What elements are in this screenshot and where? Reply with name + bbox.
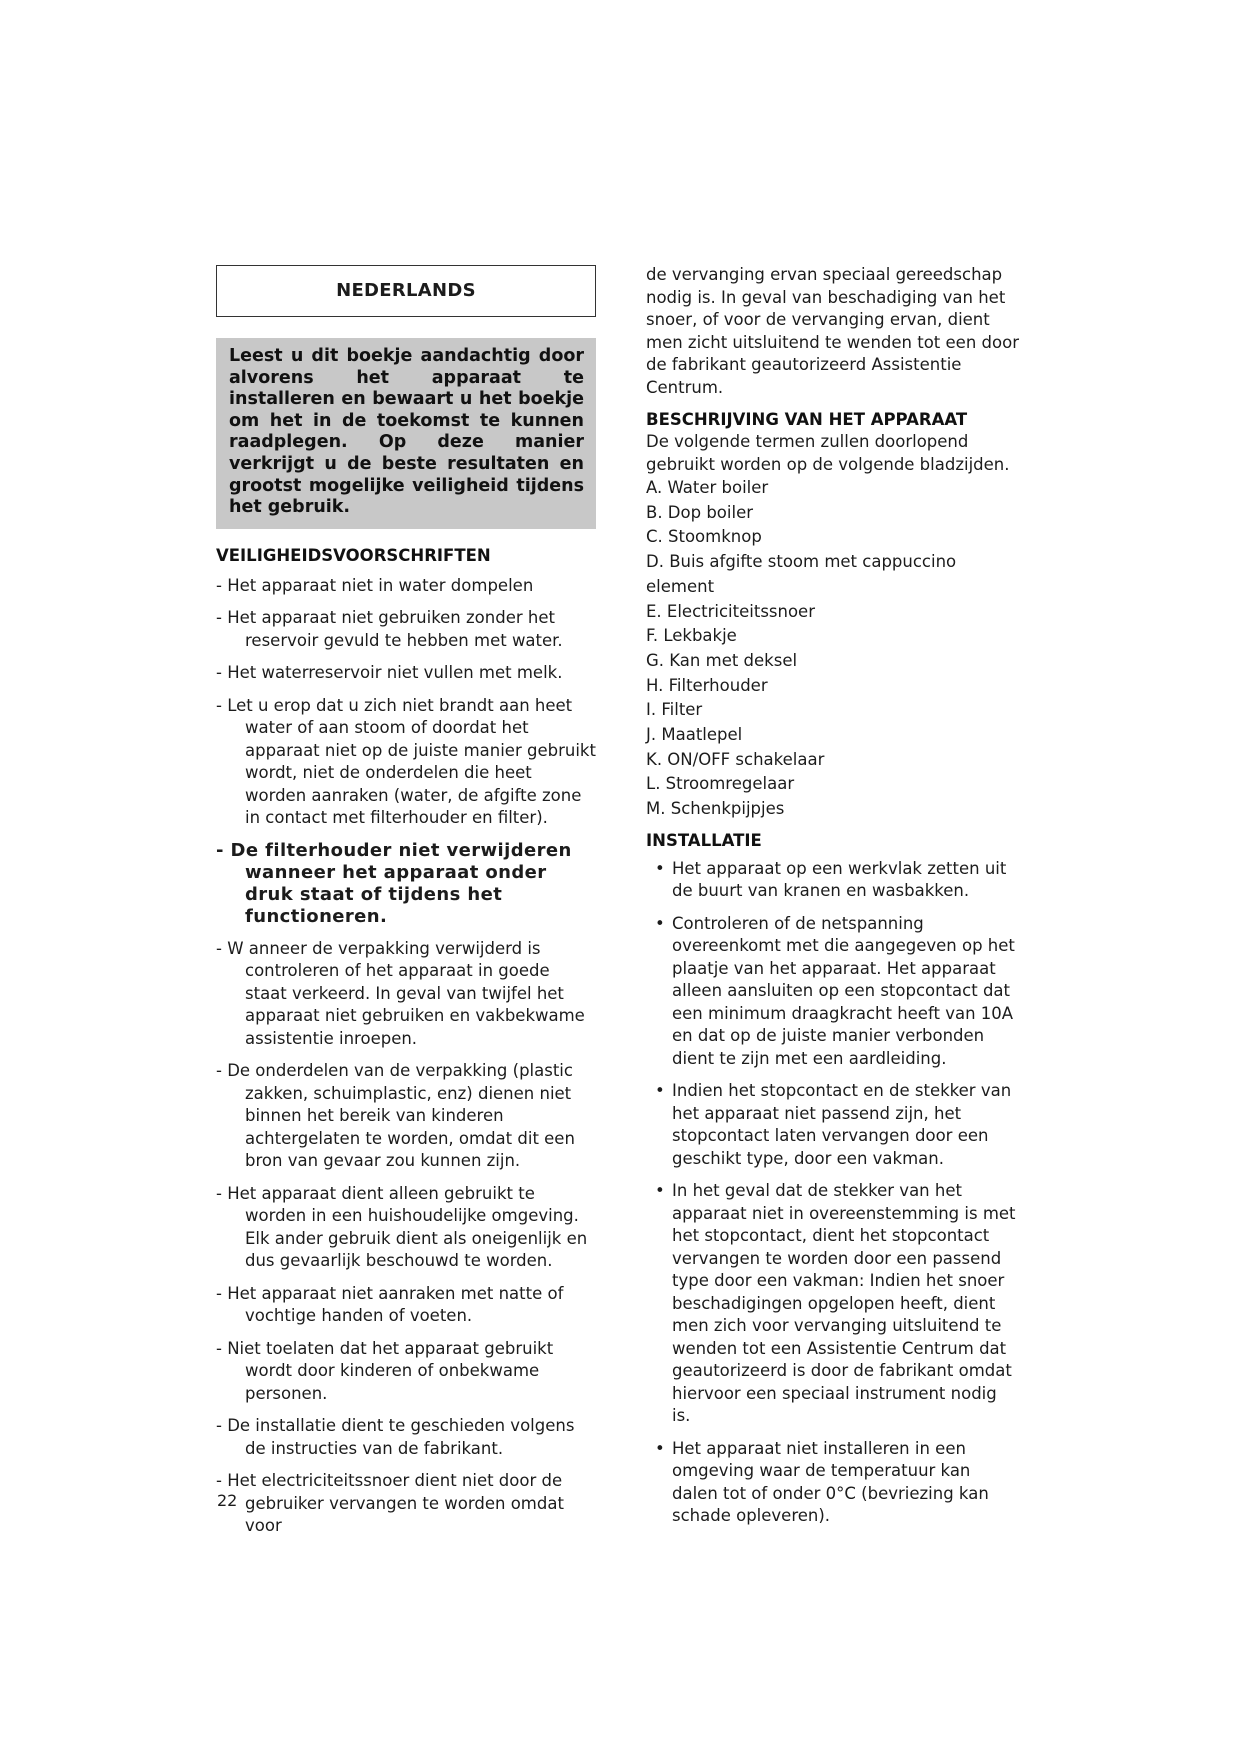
part-item: C. Stoomknop bbox=[646, 527, 762, 547]
safety-list bbox=[216, 575, 596, 1538]
safety-item: - Het apparaat niet in water dompelen bbox=[216, 575, 534, 595]
description-intro: De volgende termen zullen doorlopend gebruikt worden op de volgende bladzijden. bbox=[646, 432, 1010, 474]
safety-item: - De onderdelen van de verpakking (plastic zakken, schuimplastic, enz) dienen niet binnen het bereik van kinderen achtergelaten te worden, omdat dit een bron van gevaar zou kunnen zijn. bbox=[216, 1061, 575, 1171]
installation-heading: INSTALLATIE bbox=[646, 830, 762, 850]
installation-text: In het geval dat de stekker van het apparaat niet in overeenstemming is met het stopcontact, dient het stopcontact vervangen te worden door een passend type door een vakman: Indien het snoer beschadigingen opgelopen heeft, dient men zich voor vervanging uitsluitend te wenden tot een Assistentie Centrum dat geautorizeerd is door de fabrikant omdat hiervoor een speciaal instrument nodig is. bbox=[672, 1181, 1016, 1426]
left-column bbox=[216, 265, 596, 1548]
installation-text: Het apparaat niet installeren in een omgeving waar de temperatuur kan dalen tot of onder 0°C (bevriezing kan schade opleveren). bbox=[672, 1438, 989, 1526]
safety-item: - De installatie dient te geschieden volgens de instructies van de fabrikant. bbox=[216, 1416, 575, 1458]
installation-item bbox=[646, 1180, 1020, 1428]
language-title-box bbox=[216, 265, 596, 317]
safety-item: - Let u erop dat u zich niet brandt aan heet water of aan stoom of doordat het apparaat niet op de juiste manier gebruikt wordt, niet de onderdelen die heet worden aanraken (water, de afgifte zone in contact met filterhouder en filter). bbox=[216, 695, 596, 828]
installation-text: Het apparaat op een werkvlak zetten uit de buurt van kranen en wasbakken. bbox=[672, 858, 1007, 901]
part-item: H. Filterhouder bbox=[646, 675, 768, 695]
part-item: F. Lekbakje bbox=[646, 626, 737, 646]
installation-text: Controleren of de netspanning overeenkomt met die aangegeven op het plaatje van het apparaat. Het apparaat alleen aansluiten op een stopcontact dat een minimum draagkracht heeft van 10A en dat op de juiste manier verbonden dient te zijn met een aardleiding. bbox=[672, 913, 1015, 1068]
safety-heading: VEILIGHEIDSVOORSCHRIFTEN bbox=[216, 545, 491, 565]
bullet-icon: • bbox=[655, 858, 665, 878]
bullet-icon: • bbox=[655, 1181, 665, 1201]
installation-item bbox=[646, 858, 1020, 903]
installation-item bbox=[646, 913, 1020, 1071]
safety-item: - W anneer de verpakking verwijderd is controleren of het apparaat in goede staat verkeerd. In geval van twijfel het apparaat niet gebruiken en vakbekwame assistentie inroepen. bbox=[216, 938, 585, 1048]
part-item: M. Schenkpijpjes bbox=[646, 799, 785, 819]
read-carefully-notice: Leest u dit boekje aandachtig door alvorens het apparaat te installeren en bewaart u het boekje om het in de toekomst te kunnen raadplegen. Op deze manier verkrijgt u de beste resultaten en grootst mogelijke veiligheid tijdens het gebruik. bbox=[216, 338, 596, 529]
part-item: L. Stroomregelaar bbox=[646, 774, 795, 794]
description-heading: BESCHRIJVING VAN HET APPARAAT bbox=[646, 410, 968, 429]
parts-list bbox=[646, 476, 1020, 822]
right-column bbox=[646, 264, 1020, 1538]
safety-item: - Het waterreservoir niet vullen met melk. bbox=[216, 663, 563, 683]
bullet-icon: • bbox=[655, 1081, 665, 1101]
continued-paragraph: de vervanging ervan speciaal gereedschap nodig is. In geval van beschadiging van het snoer, of voor de vervanging ervan, dient men zicht uitsluitend te wenden tot een door de fabrikant geautorizeerd Assistentie Centrum. bbox=[646, 265, 1019, 397]
safety-item: - Het electriciteitssnoer dient niet door de gebruiker vervangen te worden omdat voor bbox=[216, 1471, 564, 1536]
safety-item: - Het apparaat niet gebruiken zonder het reservoir gevuld te hebben met water. bbox=[216, 608, 563, 650]
bullet-icon: • bbox=[655, 1438, 665, 1458]
part-item: G. Kan met deksel bbox=[646, 650, 798, 670]
part-item: A. Water boiler bbox=[646, 478, 769, 497]
part-item: K. ON/OFF schakelaar bbox=[646, 749, 825, 769]
language-title: NEDERLANDS bbox=[336, 279, 476, 301]
installation-item bbox=[646, 1080, 1020, 1170]
safety-item: - Niet toelaten dat het apparaat gebruikt wordt door kinderen of onbekwame personen. bbox=[216, 1338, 554, 1403]
safety-item-warning: - De filterhouder niet verwijderen wanneer het apparaat onder druk staat of tijdens het functioneren. bbox=[216, 839, 572, 927]
part-item: D. Buis afgifte stoom met cappuccino element bbox=[646, 552, 957, 596]
part-item: J. Maatlepel bbox=[646, 725, 743, 745]
installation-item bbox=[646, 1438, 1020, 1528]
installation-list bbox=[646, 858, 1020, 1528]
page-number: 22 bbox=[217, 1491, 238, 1510]
part-item: B. Dop boiler bbox=[646, 502, 754, 522]
bullet-icon: • bbox=[655, 913, 665, 933]
installation-text: Indien het stopcontact en de stekker van het apparaat niet passend zijn, het stopcontact laten vervangen door een geschikt type, door een vakman. bbox=[672, 1081, 1012, 1168]
part-item: I. Filter bbox=[646, 700, 703, 720]
part-item: E. Electriciteitssnoer bbox=[646, 601, 815, 621]
safety-item: - Het apparaat niet aanraken met natte of vochtige handen of voeten. bbox=[216, 1283, 564, 1326]
safety-item: - Het apparaat dient alleen gebruikt te worden in een huishoudelijke omgeving. Elk ander gebruik dient als oneigenlijk en dus gevaarlijk beschouwd te worden. bbox=[216, 1183, 588, 1271]
